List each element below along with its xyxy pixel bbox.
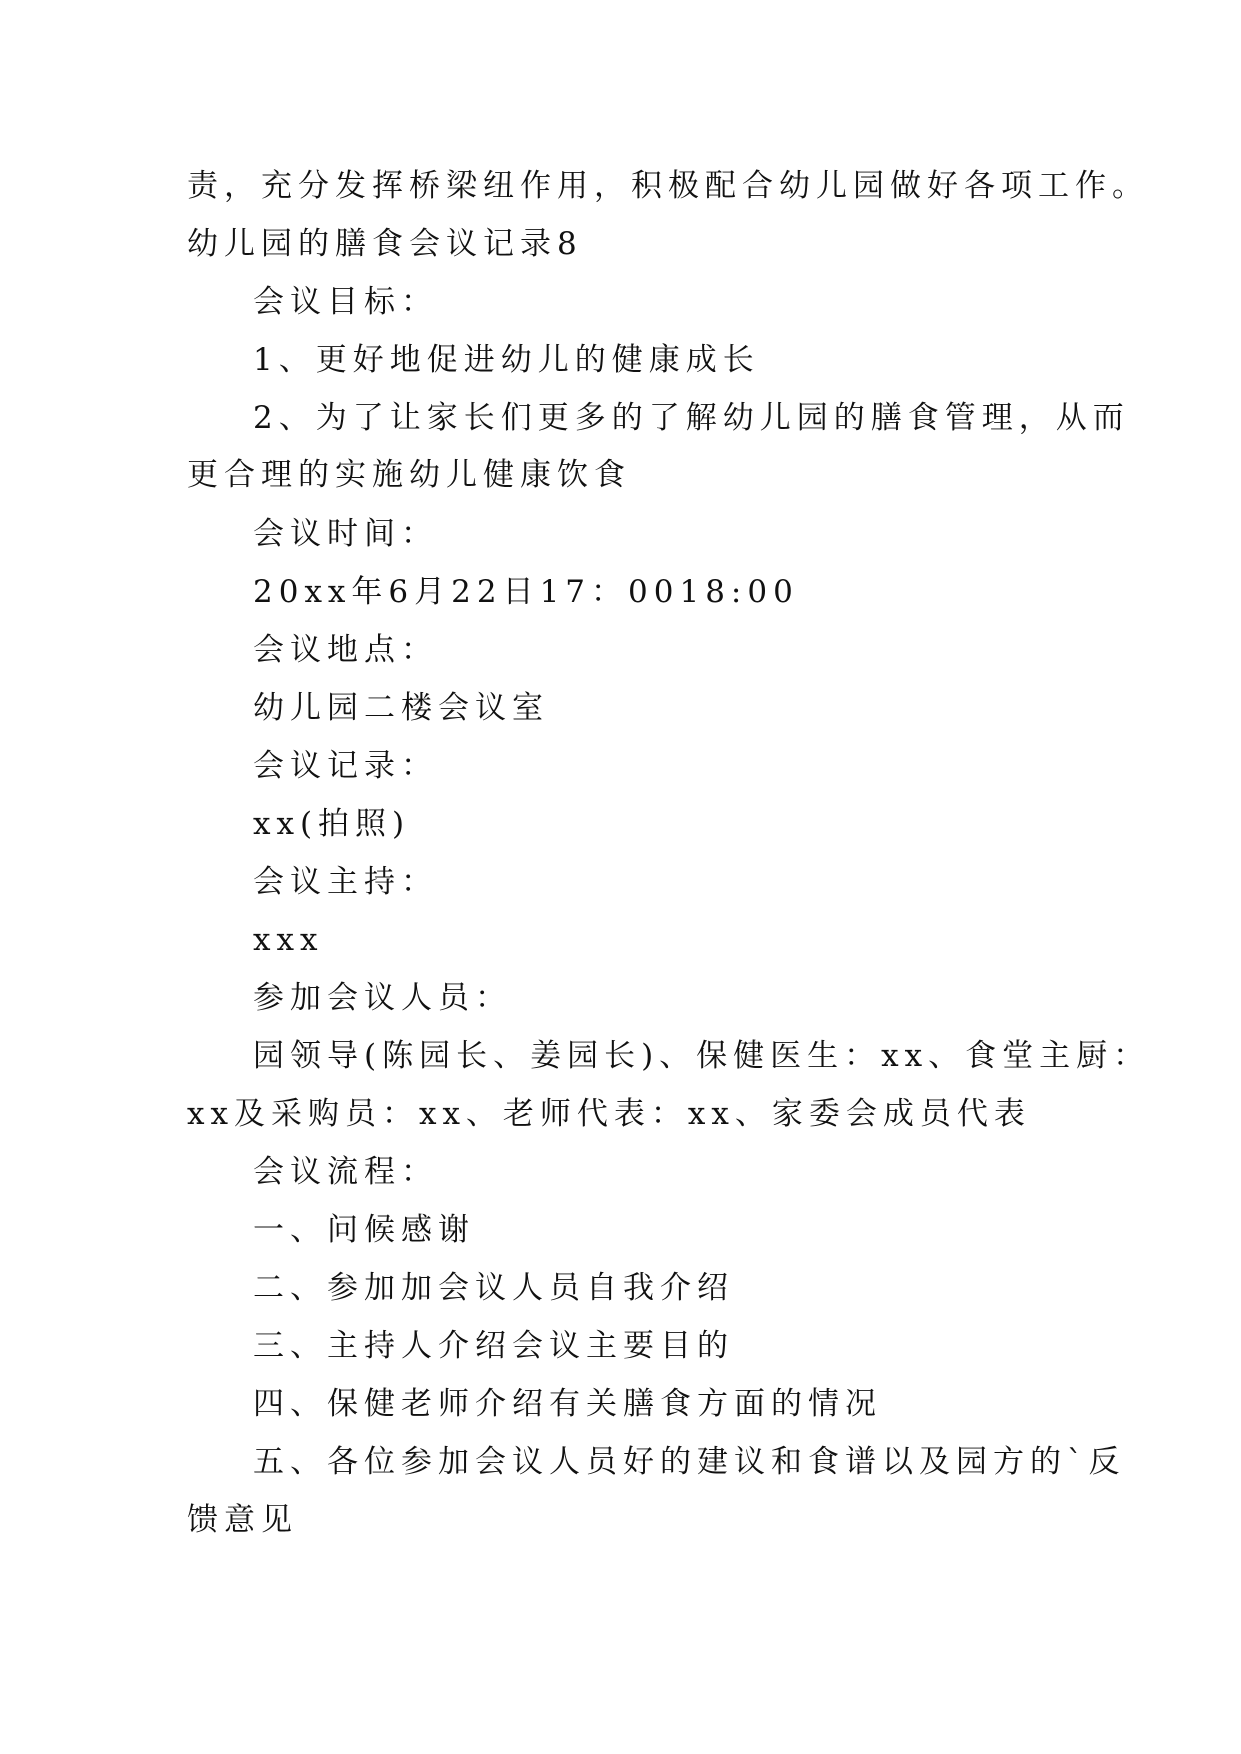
goal-item-1: 1、更好地促进幼儿的健康成长 xyxy=(253,342,760,378)
process-step-1: 一、问候感谢 xyxy=(253,1212,475,1248)
attendees-value: 园领导(陈园长、姜园长)、保健医生：xx、食堂主厨： xyxy=(253,1038,1151,1074)
process-step-4: 四、保健老师介绍有关膳食方面的情况 xyxy=(253,1386,882,1422)
meeting-host-value: xxx xyxy=(253,922,324,958)
text-line: 责，充分发挥桥梁纽作用，积极配合幼儿园做好各项工作。 xyxy=(187,168,1149,204)
label-meeting-time: 会议时间： xyxy=(253,516,438,552)
section-title: 幼儿园的膳食会议记录8 xyxy=(187,226,583,262)
label-meeting-process: 会议流程： xyxy=(253,1154,438,1190)
process-step-3: 三、主持人介绍会议主要目的 xyxy=(253,1328,734,1364)
meeting-recorder-value: xx(拍照) xyxy=(253,806,411,842)
goal-item-2-continued: 更合理的实施幼儿健康饮食 xyxy=(187,457,631,493)
meeting-time-value: 20xx年6月22日17：0018:00 xyxy=(253,574,799,610)
process-step-5-continued: 馈意见 xyxy=(187,1502,298,1538)
process-step-5: 五、各位参加会议人员好的建议和食谱以及园方的`反 xyxy=(253,1444,1126,1480)
goal-item-2: 2、为了让家长们更多的了解幼儿园的膳食管理，从而 xyxy=(253,400,1130,436)
process-step-2: 二、参加加会议人员自我介绍 xyxy=(253,1270,734,1306)
label-meeting-goal: 会议目标： xyxy=(253,284,438,320)
attendees-value-continued: xx及采购员：xx、老师代表：xx、家委会成员代表 xyxy=(187,1096,1031,1132)
label-attendees: 参加会议人员： xyxy=(253,980,512,1016)
label-meeting-location: 会议地点： xyxy=(253,632,438,668)
label-meeting-host: 会议主持： xyxy=(253,864,438,900)
label-meeting-recorder: 会议记录： xyxy=(253,748,438,784)
meeting-location-value: 幼儿园二楼会议室 xyxy=(253,690,549,726)
